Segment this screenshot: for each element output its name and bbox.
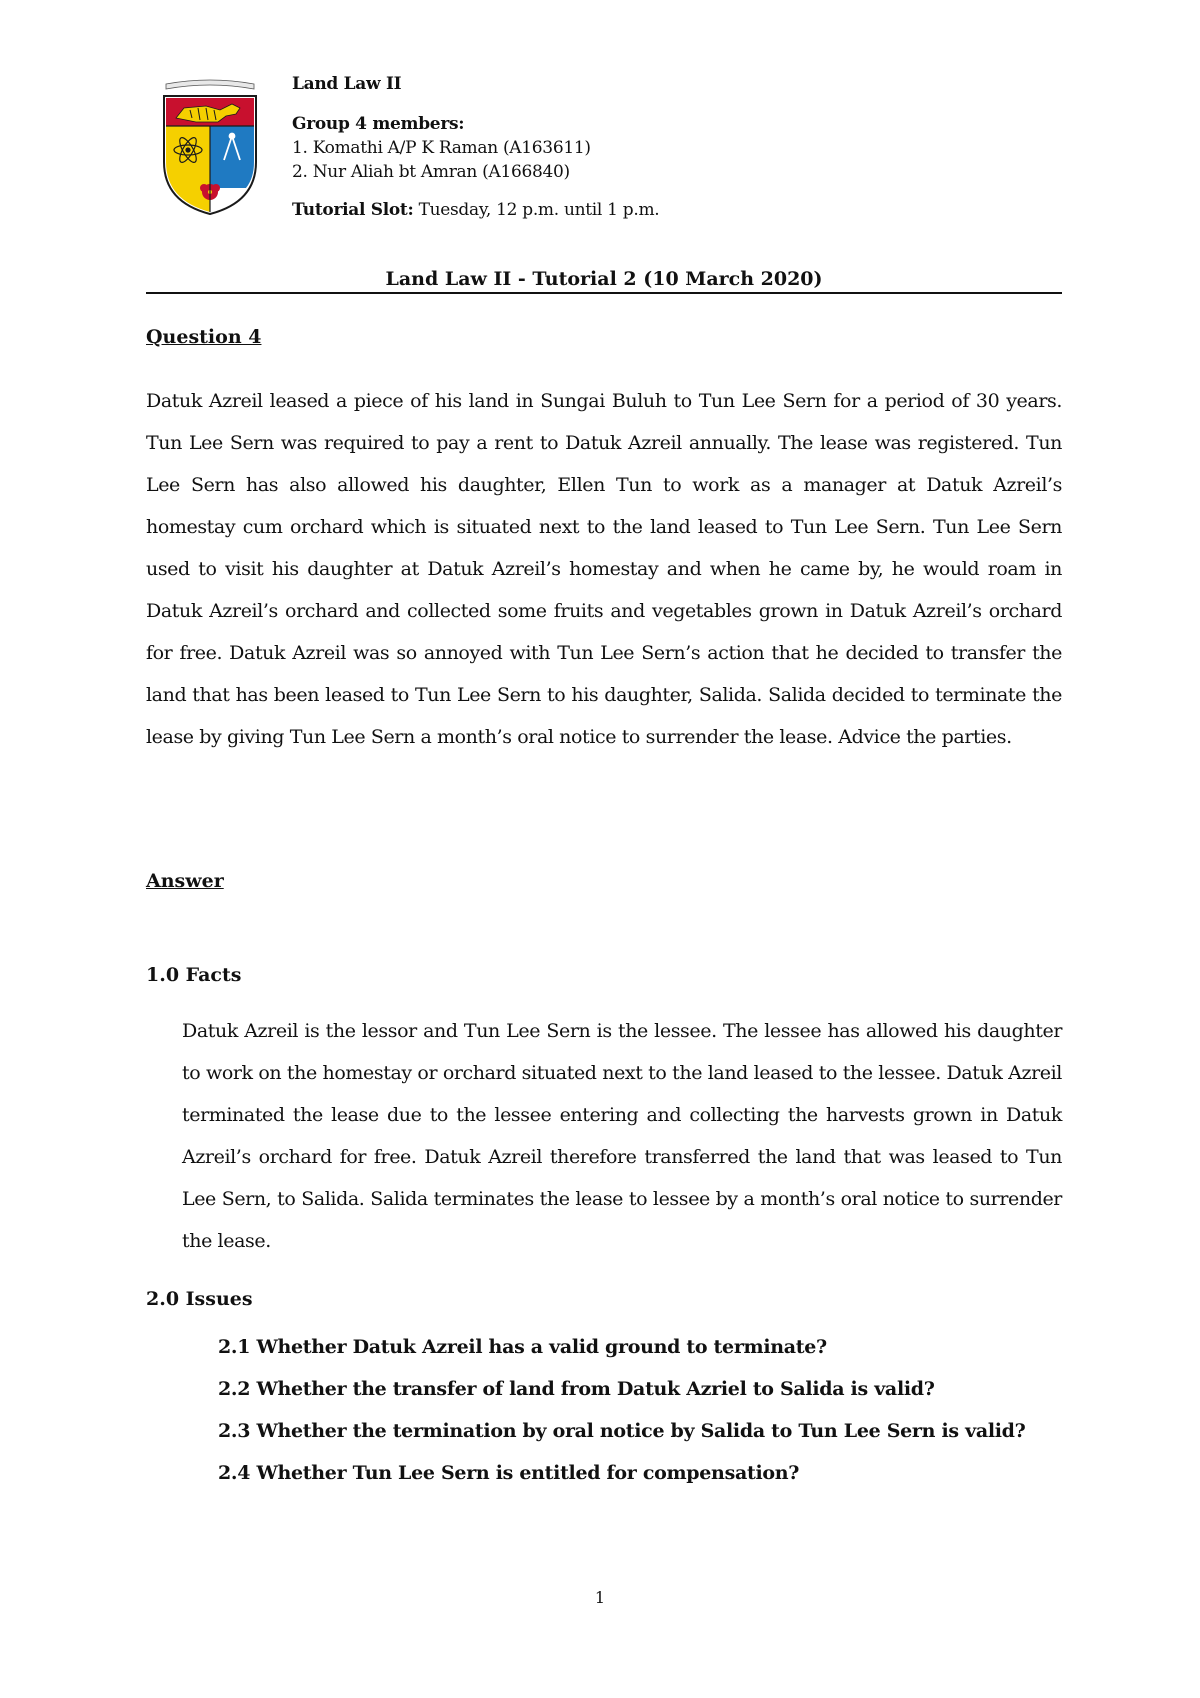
crest-yellow-quarter — [166, 126, 210, 212]
group-members-label: Group 4 members: — [292, 114, 465, 134]
member-item: 2. Nur Aliah bt Amran (A166840) — [292, 162, 570, 182]
issues-list — [218, 1326, 1026, 1494]
answer-heading: Answer — [146, 870, 224, 892]
facts-text: Datuk Azreil is the lessor and Tun Lee Sern is the lessee. The lessee has allowed his daughter to work on the homestay or orchard situated next to the land leased to the lessee. Datuk Azreil terminated the lease due to the lessee entering and collecting the harvests grown in Datuk Azreil’s orchard for free. Datuk Azreil therefore transferred the land that was leased to Tun Lee Sern, to Salida. Salida terminates the lease to lessee by a month’s oral notice to surrender the lease. — [182, 1020, 1062, 1252]
course-name: Land Law II — [292, 74, 402, 94]
university-crest-logo — [160, 78, 260, 218]
tutorial-slot-value: Tuesday, 12 p.m. until 1 p.m. — [418, 200, 660, 220]
question-text: Datuk Azreil leased a piece of his land in Sungai Buluh to Tun Lee Sern for a period of 30 years. Tun Lee Sern was required to pay a rent to Datuk Azreil annually. The lease was registered. Tun Lee Sern has also allowed his daughter, Ellen Tun to work as a manager at Datuk Azreil’s homestay cum orchard which is situated next to the land leased to Tun Lee Sern. Tun Lee Sern used to visit his daughter at Datuk Azreil’s homestay and when he came by, he would roam in Datuk Azreil’s orchard and collected some fruits and vegetables grown in Datuk Azreil’s orchard for free. Datuk Azreil was so annoyed with Tun Lee Sern’s action that he decided to transfer the land that has been leased to Tun Lee Sern to his daughter, Salida. Salida decided to terminate the lease by giving Tun Lee Sern a month’s oral notice to surrender the lease. Advice the parties. — [146, 390, 1062, 748]
issue-item: 2.2 Whether the transfer of land from Datuk Azriel to Salida is valid? — [218, 1378, 935, 1400]
issue-item: 2.3 Whether the termination by oral notice by Salida to Tun Lee Sern is valid? — [218, 1420, 1026, 1442]
member-item: 1. Komathi A/P K Raman (A163611) — [292, 138, 591, 158]
issues-heading: 2.0 Issues — [146, 1288, 253, 1310]
tutorial-slot-label: Tutorial Slot: — [292, 200, 414, 220]
crest-ribbon — [166, 80, 254, 89]
question-heading: Question 4 — [146, 326, 262, 348]
title-underline-rule — [146, 292, 1062, 294]
document-header — [292, 72, 659, 222]
facts-heading: 1.0 Facts — [146, 964, 242, 986]
issue-item: 2.4 Whether Tun Lee Sern is entitled for compensation? — [218, 1462, 800, 1484]
page-number: 1 — [594, 1588, 606, 1607]
tutorial-slot — [292, 198, 659, 222]
issue-item: 2.1 Whether Datuk Azreil has a valid ground to terminate? — [218, 1336, 827, 1358]
document-title: Land Law II - Tutorial 2 (10 March 2020) — [385, 268, 823, 290]
